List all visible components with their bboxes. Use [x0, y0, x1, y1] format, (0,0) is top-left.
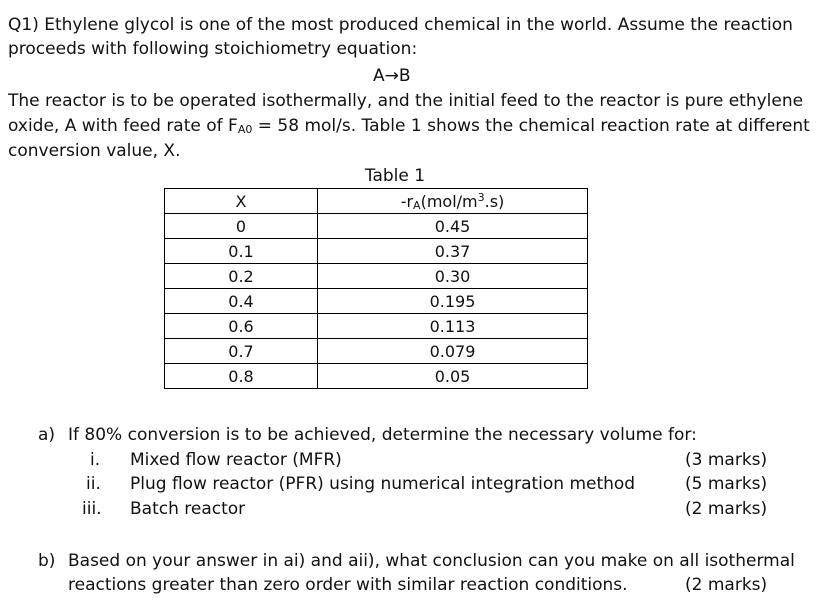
table-header-row [165, 189, 588, 214]
feed-rate-subscript: A0 [237, 123, 253, 136]
intro-line-1: Q1) Ethylene glycol is one of the most produced chemical in the world. Assume the reaction [8, 15, 793, 35]
cell-rate: 0.195 [318, 289, 588, 314]
table-row [165, 364, 588, 389]
cell-x: 0.6 [165, 314, 318, 339]
cell-rate: 0.30 [318, 264, 588, 289]
cell-rate: 0.45 [318, 214, 588, 239]
part-a-label: a) [38, 425, 56, 445]
table-row [165, 239, 588, 264]
part-a-item-3-marks: (2 marks) [685, 499, 768, 519]
cell-x: 0.4 [165, 289, 318, 314]
cell-x: 0.7 [165, 339, 318, 364]
part-a-item-3-num: iii. [82, 499, 102, 519]
intro-line-4-end: = 58 mol/s. Table 1 shows the chemical reaction rate at different [252, 116, 810, 136]
cell-x: 0 [165, 214, 318, 239]
header-rate-mid: (mol/m [420, 191, 478, 211]
cell-x: 0.2 [165, 264, 318, 289]
header-rate [318, 189, 588, 214]
part-a-item-1-text: Mixed flow reactor (MFR) [130, 450, 342, 470]
table-caption: Table 1 [364, 166, 426, 186]
part-a-item-1-num: i. [90, 450, 101, 470]
part-b-marks: (2 marks) [685, 575, 768, 595]
cell-rate: 0.079 [318, 339, 588, 364]
part-a-item-3-text: Batch reactor [130, 499, 246, 519]
cell-x: 0.1 [165, 239, 318, 264]
header-rate-sup: 3 [477, 190, 485, 204]
part-b-label: b) [38, 551, 56, 571]
rate-table [164, 188, 588, 389]
intro-line-3: The reactor is to be operated isothermally, and the initial feed to the reactor is pure ethylene [8, 91, 804, 111]
cell-x: 0.8 [165, 364, 318, 389]
header-rate-suffix: .s) [484, 191, 505, 211]
part-b-line-1: Based on your answer in ai) and aii), what conclusion can you make on all isothermal [68, 551, 795, 571]
part-a-text: If 80% conversion is to be achieved, determine the necessary volume for: [68, 425, 697, 445]
table-row [165, 264, 588, 289]
header-x: X [165, 189, 318, 214]
part-b-line-2: reactions greater than zero order with similar reaction conditions. [68, 575, 628, 595]
header-rate-prefix: -r [400, 191, 414, 211]
header-rate-sub: A [413, 198, 421, 212]
table-row [165, 339, 588, 364]
part-a-item-1-marks: (3 marks) [685, 450, 768, 470]
table-row [165, 314, 588, 339]
part-a-item-2-marks: (5 marks) [685, 474, 768, 494]
cell-rate: 0.05 [318, 364, 588, 389]
intro-line-2: proceeds with following stoichiometry equation: [8, 39, 418, 59]
table-row [165, 214, 588, 239]
part-a-item-2-text: Plug flow reactor (PFR) using numerical integration method [130, 474, 636, 494]
cell-rate: 0.37 [318, 239, 588, 264]
cell-rate: 0.113 [318, 314, 588, 339]
part-a-item-2-num: ii. [86, 474, 101, 494]
intro-line-5: conversion value, X. [8, 141, 181, 161]
table-row [165, 289, 588, 314]
intro-line-4-start: oxide, A with feed rate of F [8, 116, 238, 136]
intro-line-4 [8, 116, 810, 136]
reaction-equation: A→B [373, 66, 411, 86]
